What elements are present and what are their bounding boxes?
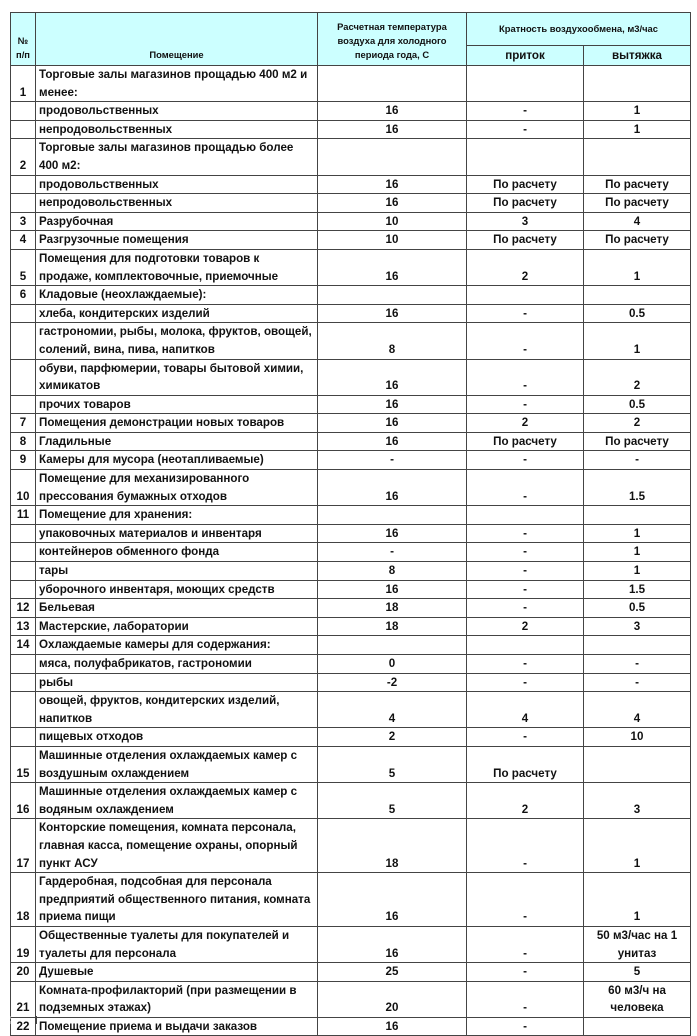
temperature: 20 [318, 981, 467, 1017]
row-number: 14 [11, 636, 36, 655]
exhaust-rate [584, 286, 691, 305]
row-number: 3 [11, 212, 36, 231]
row-number [11, 120, 36, 139]
temperature: 16 [318, 359, 467, 395]
room-name: Кладовые (неохлаждаемые): [36, 286, 318, 305]
exhaust-rate: 4 [584, 212, 691, 231]
temperature: 4 [318, 692, 467, 728]
exhaust-rate: 1.5 [584, 580, 691, 599]
table-row [11, 1017, 691, 1036]
table-row [11, 323, 691, 359]
supply-rate: По расчету [467, 194, 584, 213]
supply-rate [467, 139, 584, 175]
supply-rate: 2 [467, 617, 584, 636]
supply-rate: По расчету [467, 231, 584, 250]
supply-rate [467, 66, 584, 102]
room-name: Торговые залы магазинов прощадью 400 м2 и менее: [36, 66, 318, 102]
room-name: Охлаждаемые камеры для содержания: [36, 636, 318, 655]
table-row [11, 655, 691, 674]
supply-rate: 2 [467, 249, 584, 285]
temperature: 10 [318, 231, 467, 250]
table-row [11, 728, 691, 747]
table-body [11, 66, 691, 1036]
row-number: 17 [11, 819, 36, 873]
supply-rate: - [467, 470, 584, 506]
row-number: 8 [11, 432, 36, 451]
supply-rate: - [467, 926, 584, 962]
table-row [11, 524, 691, 543]
temperature: 18 [318, 617, 467, 636]
exhaust-rate [584, 1017, 691, 1036]
table-row [11, 212, 691, 231]
supply-rate: - [467, 981, 584, 1017]
row-number [11, 562, 36, 581]
exhaust-rate: 1 [584, 562, 691, 581]
supply-rate: - [467, 655, 584, 674]
temperature: 10 [318, 212, 467, 231]
table-row [11, 543, 691, 562]
row-number [11, 692, 36, 728]
room-name: гастрономии, рыбы, молока, фруктов, овощей, солений, вина, пива, напитков [36, 323, 318, 359]
supply-rate: - [467, 819, 584, 873]
room-name: упаковочных материалов и инвентаря [36, 524, 318, 543]
temperature: 2 [318, 728, 467, 747]
room-name: Камеры для мусора (неотапливаемые) [36, 451, 318, 470]
table-row [11, 673, 691, 692]
temperature: 16 [318, 1017, 467, 1036]
table-row [11, 231, 691, 250]
supply-rate: - [467, 323, 584, 359]
supply-rate: 2 [467, 783, 584, 819]
table-row [11, 359, 691, 395]
temperature: 16 [318, 175, 467, 194]
room-name: продовольственных [36, 175, 318, 194]
temperature [318, 286, 467, 305]
row-number: 5 [11, 249, 36, 285]
table-row [11, 194, 691, 213]
ventilation-table [10, 12, 691, 1036]
supply-rate: - [467, 562, 584, 581]
room-name: хлеба, кондитерских изделий [36, 304, 318, 323]
room-name: овощей, фруктов, кондитерских изделий, напитков [36, 692, 318, 728]
row-number [11, 359, 36, 395]
header-air-exchange: Кратность воздухообмена, м3/час [467, 13, 691, 46]
row-number: 6 [11, 286, 36, 305]
exhaust-rate: 2 [584, 359, 691, 395]
table-row [11, 617, 691, 636]
temperature: 0 [318, 655, 467, 674]
table-continuation [10, 1016, 37, 1024]
temperature: - [318, 543, 467, 562]
temperature: - [318, 451, 467, 470]
room-name: Мастерские, лаборатории [36, 617, 318, 636]
exhaust-rate: 1 [584, 120, 691, 139]
exhaust-rate: 0.5 [584, 304, 691, 323]
exhaust-rate [584, 66, 691, 102]
table-row [11, 414, 691, 433]
exhaust-rate: - [584, 655, 691, 674]
supply-rate: - [467, 1017, 584, 1036]
supply-rate: - [467, 963, 584, 982]
header-temperature: Расчетная температура воздуха для холодного периода года, С [318, 13, 467, 66]
room-name: Машинные отделения охлаждаемых камер с водяным охлаждением [36, 783, 318, 819]
room-name: Разрубочная [36, 212, 318, 231]
supply-rate: - [467, 673, 584, 692]
temperature: 16 [318, 524, 467, 543]
temperature: 16 [318, 120, 467, 139]
row-number: 20 [11, 963, 36, 982]
room-name: Помещения для подготовки товаров к продаже, комплектовочные, приемочные [36, 249, 318, 285]
row-number: 18 [11, 873, 36, 927]
table-row [11, 580, 691, 599]
table-row [11, 819, 691, 873]
temperature: 18 [318, 599, 467, 618]
table-row [11, 286, 691, 305]
temperature: -2 [318, 673, 467, 692]
room-name: контейнеров обменного фонда [36, 543, 318, 562]
row-number [11, 395, 36, 414]
temperature: 5 [318, 783, 467, 819]
table-row [11, 395, 691, 414]
table-row [11, 981, 691, 1017]
room-name: Помещение для механизированного прессования бумажных отходов [36, 470, 318, 506]
row-number: 15 [11, 746, 36, 782]
row-number [11, 194, 36, 213]
supply-rate: - [467, 395, 584, 414]
row-number: 7 [11, 414, 36, 433]
row-number: 16 [11, 783, 36, 819]
exhaust-rate: По расчету [584, 231, 691, 250]
room-name: уборочного инвентаря, моющих средств [36, 580, 318, 599]
row-number: 12 [11, 599, 36, 618]
supply-rate: 2 [467, 414, 584, 433]
temperature: 8 [318, 323, 467, 359]
row-number [11, 655, 36, 674]
room-name: Помещение приема и выдачи заказов [36, 1017, 318, 1036]
row-number: 2 [11, 139, 36, 175]
supply-rate [467, 506, 584, 525]
exhaust-rate: 1 [584, 249, 691, 285]
supply-rate: По расчету [467, 746, 584, 782]
room-name: непродовольственных [36, 194, 318, 213]
exhaust-rate: 2 [584, 414, 691, 433]
temperature: 16 [318, 102, 467, 121]
row-number [11, 524, 36, 543]
table-row [11, 926, 691, 962]
room-name: непродовольственных [36, 120, 318, 139]
row-number [11, 543, 36, 562]
supply-rate [467, 286, 584, 305]
row-number [11, 580, 36, 599]
exhaust-rate [584, 139, 691, 175]
supply-rate: - [467, 873, 584, 927]
room-name: Помещения демонстрации новых товаров [36, 414, 318, 433]
supply-rate: - [467, 120, 584, 139]
row-number: 11 [11, 506, 36, 525]
exhaust-rate: 10 [584, 728, 691, 747]
table-row [11, 470, 691, 506]
row-number: 9 [11, 451, 36, 470]
room-name: пищевых отходов [36, 728, 318, 747]
temperature: 16 [318, 395, 467, 414]
room-name: обуви, парфюмерии, товары бытовой химии, химикатов [36, 359, 318, 395]
room-name: Гладильные [36, 432, 318, 451]
table-row [11, 451, 691, 470]
exhaust-rate: По расчету [584, 194, 691, 213]
temperature [318, 636, 467, 655]
room-name: Конторские помещения, комната персонала, главная касса, помещение охраны, опорный пункт АСУ [36, 819, 318, 873]
exhaust-rate: 3 [584, 617, 691, 636]
supply-rate: - [467, 451, 584, 470]
room-name: Торговые залы магазинов прощадью более 400 м2: [36, 139, 318, 175]
exhaust-rate: - [584, 673, 691, 692]
temperature [318, 66, 467, 102]
supply-rate [467, 636, 584, 655]
supply-rate: - [467, 359, 584, 395]
room-name: прочих товаров [36, 395, 318, 414]
temperature: 16 [318, 249, 467, 285]
header-exhaust: вытяжка [584, 46, 691, 66]
table-row [11, 120, 691, 139]
table-row [11, 599, 691, 618]
exhaust-rate [584, 636, 691, 655]
exhaust-rate: 0.5 [584, 395, 691, 414]
row-number: 19 [11, 926, 36, 962]
temperature: 16 [318, 304, 467, 323]
row-number [11, 323, 36, 359]
table-row [11, 746, 691, 782]
room-name: Помещение для хранения: [36, 506, 318, 525]
supply-rate: - [467, 102, 584, 121]
header-room: Помещение [36, 13, 318, 66]
exhaust-rate: 1 [584, 819, 691, 873]
row-number: 22 [11, 1017, 36, 1036]
row-number: 1 [11, 66, 36, 102]
temperature: 8 [318, 562, 467, 581]
exhaust-rate: 1 [584, 543, 691, 562]
temperature: 5 [318, 746, 467, 782]
room-name: мяса, полуфабрикатов, гастрономии [36, 655, 318, 674]
supply-rate: По расчету [467, 175, 584, 194]
supply-rate: По расчету [467, 432, 584, 451]
exhaust-rate: 5 [584, 963, 691, 982]
exhaust-rate: 4 [584, 692, 691, 728]
table-row [11, 636, 691, 655]
row-number [11, 673, 36, 692]
table-row [11, 249, 691, 285]
row-number: 13 [11, 617, 36, 636]
exhaust-rate [584, 506, 691, 525]
exhaust-rate: По расчету [584, 175, 691, 194]
room-name: Машинные отделения охлаждаемых камер с воздушным охлаждением [36, 746, 318, 782]
temperature: 16 [318, 470, 467, 506]
temperature: 16 [318, 414, 467, 433]
exhaust-rate: 50 м3/час на 1 унитаз [584, 926, 691, 962]
exhaust-rate: 1 [584, 873, 691, 927]
row-number [11, 304, 36, 323]
exhaust-rate: 60 м3/ч на человека [584, 981, 691, 1017]
supply-rate: - [467, 728, 584, 747]
temperature: 16 [318, 873, 467, 927]
table-row [11, 873, 691, 927]
room-name: продовольственных [36, 102, 318, 121]
room-name: Бельевая [36, 599, 318, 618]
room-name: Разгрузочные помещения [36, 231, 318, 250]
exhaust-rate [584, 746, 691, 782]
table-row [11, 139, 691, 175]
table-row [11, 506, 691, 525]
header-number: № п/п [11, 13, 36, 66]
temperature: 16 [318, 580, 467, 599]
supply-rate: - [467, 543, 584, 562]
room-name: рыбы [36, 673, 318, 692]
supply-rate: - [467, 304, 584, 323]
temperature: 16 [318, 432, 467, 451]
supply-rate: - [467, 524, 584, 543]
exhaust-rate: 1.5 [584, 470, 691, 506]
supply-rate: 3 [467, 212, 584, 231]
room-name: Гардеробная, подсобная для персонала предприятий общественного питания, комната приема пищи [36, 873, 318, 927]
supply-rate: - [467, 580, 584, 599]
temperature: 16 [318, 194, 467, 213]
exhaust-rate: 3 [584, 783, 691, 819]
table-row [11, 963, 691, 982]
row-number [11, 728, 36, 747]
room-name: тары [36, 562, 318, 581]
exhaust-rate: По расчету [584, 432, 691, 451]
table-row [11, 432, 691, 451]
row-number: 21 [11, 981, 36, 1017]
row-number: 10 [11, 470, 36, 506]
temperature [318, 506, 467, 525]
exhaust-rate: 1 [584, 323, 691, 359]
row-number [11, 102, 36, 121]
exhaust-rate: 1 [584, 102, 691, 121]
row-number [11, 175, 36, 194]
room-name: Комната-профилакторий (при размещении в подземных этажах) [36, 981, 318, 1017]
exhaust-rate: - [584, 451, 691, 470]
table-row [11, 562, 691, 581]
temperature [318, 139, 467, 175]
supply-rate: 4 [467, 692, 584, 728]
table-row [11, 66, 691, 102]
room-name: Общественные туалеты для покупателей и туалеты для персонала [36, 926, 318, 962]
exhaust-rate: 0.5 [584, 599, 691, 618]
header-supply: приток [467, 46, 584, 66]
table-row [11, 692, 691, 728]
exhaust-rate: 1 [584, 524, 691, 543]
room-name: Душевые [36, 963, 318, 982]
temperature: 16 [318, 926, 467, 962]
table-row [11, 304, 691, 323]
table-row [11, 783, 691, 819]
temperature: 18 [318, 819, 467, 873]
table-row [11, 175, 691, 194]
supply-rate: - [467, 599, 584, 618]
table-row [11, 102, 691, 121]
temperature: 25 [318, 963, 467, 982]
row-number: 4 [11, 231, 36, 250]
